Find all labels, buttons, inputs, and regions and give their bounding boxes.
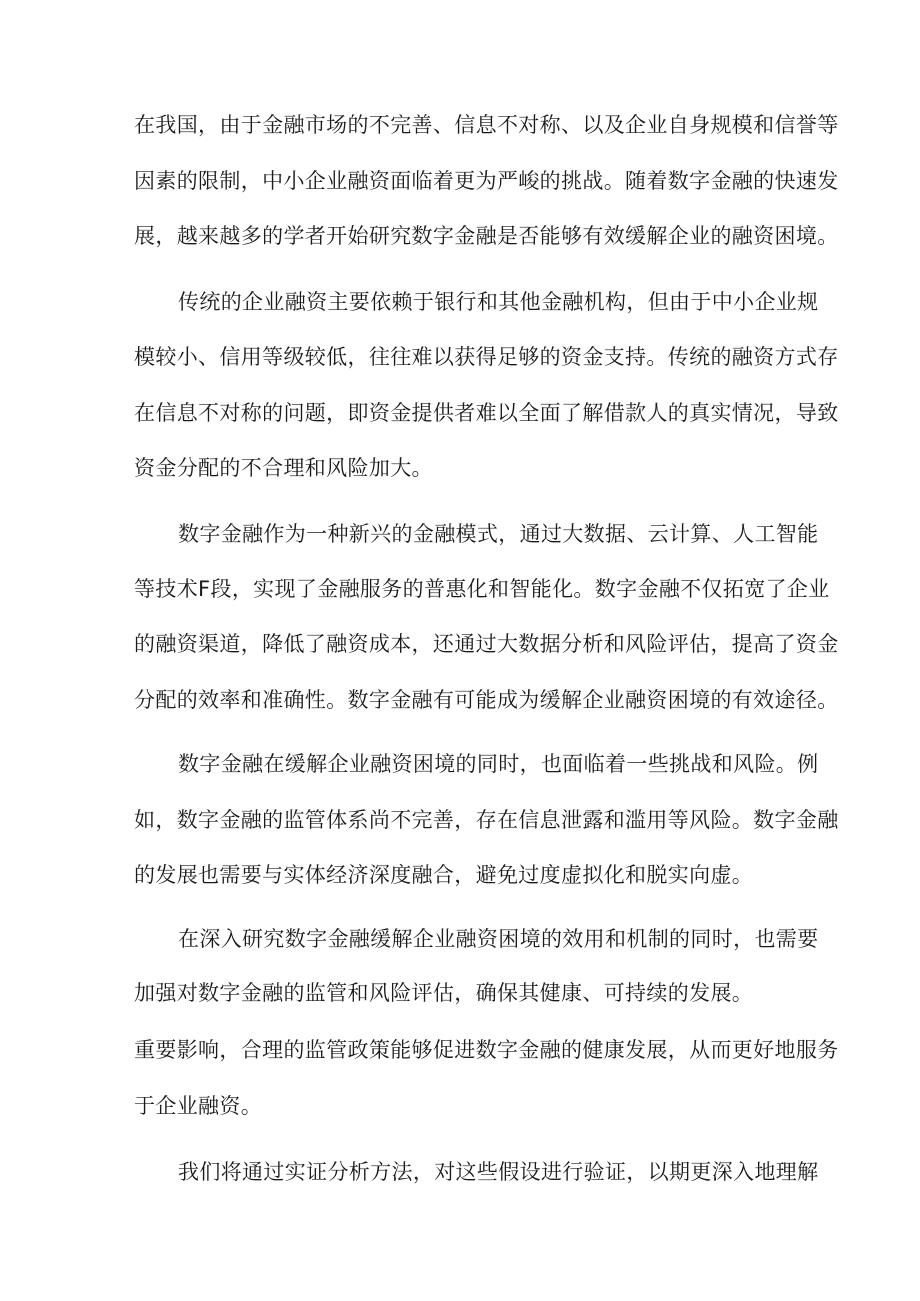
text-line: 模较小、信用等级较低，往往难以获得足够的资金支持。传统的融资方式存 <box>134 345 839 369</box>
text-line: 展，越来越多的学者开始研究数字金融是否能够有效缓解企业的融资困境。 <box>134 224 839 248</box>
text-line: 在深入研究数字金融缓解企业融资困境的效用和机制的同时，也需要 <box>178 927 819 951</box>
text-line: 的融资渠道，降低了融资成本，还通过大数据分析和风险评估，提高了资金 <box>134 632 839 656</box>
text-line: 数字金融在缓解企业融资困境的同时，也面临着一些挑战和风险。例 <box>178 752 819 776</box>
text-line: 等技术F段，实现了金融服务的普惠化和智能化。数字金融不仅拓宽了企业 <box>134 577 830 601</box>
text-line: 于企业融资。 <box>134 1094 263 1118</box>
text-line: 传统的企业融资主要依赖于银行和其他金融机构，但由于中小企业规 <box>178 290 819 314</box>
text-line: 分配的效率和准确性。数字金融有可能成为缓解企业融资困境的有效途径。 <box>134 688 839 712</box>
text-line: 的发展也需要与实体经济深度融合，避免过度虚拟化和脱实向虚。 <box>134 863 754 887</box>
text-line: 在我国，由于金融市场的不完善、信息不对称、以及企业自身规模和信誉等 <box>134 113 839 137</box>
text-line: 加强对数字金融的监管和风险评估，确保其健康、可持续的发展。 <box>134 981 754 1005</box>
text-line: 数字金融作为一种新兴的金融模式，通过大数据、云计算、人工智能 <box>178 522 819 546</box>
text-line: 重要影响，合理的监管政策能够促进数字金融的健康发展，从而更好地服务 <box>134 1038 839 1062</box>
text-line: 因素的限制，中小企业融资面临着更为严峻的挑战。随着数字金融的快速发 <box>134 169 839 193</box>
text-line: 资金分配的不合理和风险加大。 <box>134 456 433 480</box>
text-line: 在信息不对称的问题，即资金提供者难以全面了解借款人的真实情况，导致 <box>134 401 839 425</box>
text-line: 我们将通过实证分析方法，对这些假设进行验证，以期更深入地理解 <box>178 1160 819 1184</box>
text-line: 如，数字金融的监管体系尚不完善，存在信息泄露和滥用等风险。数字金融 <box>134 808 839 832</box>
